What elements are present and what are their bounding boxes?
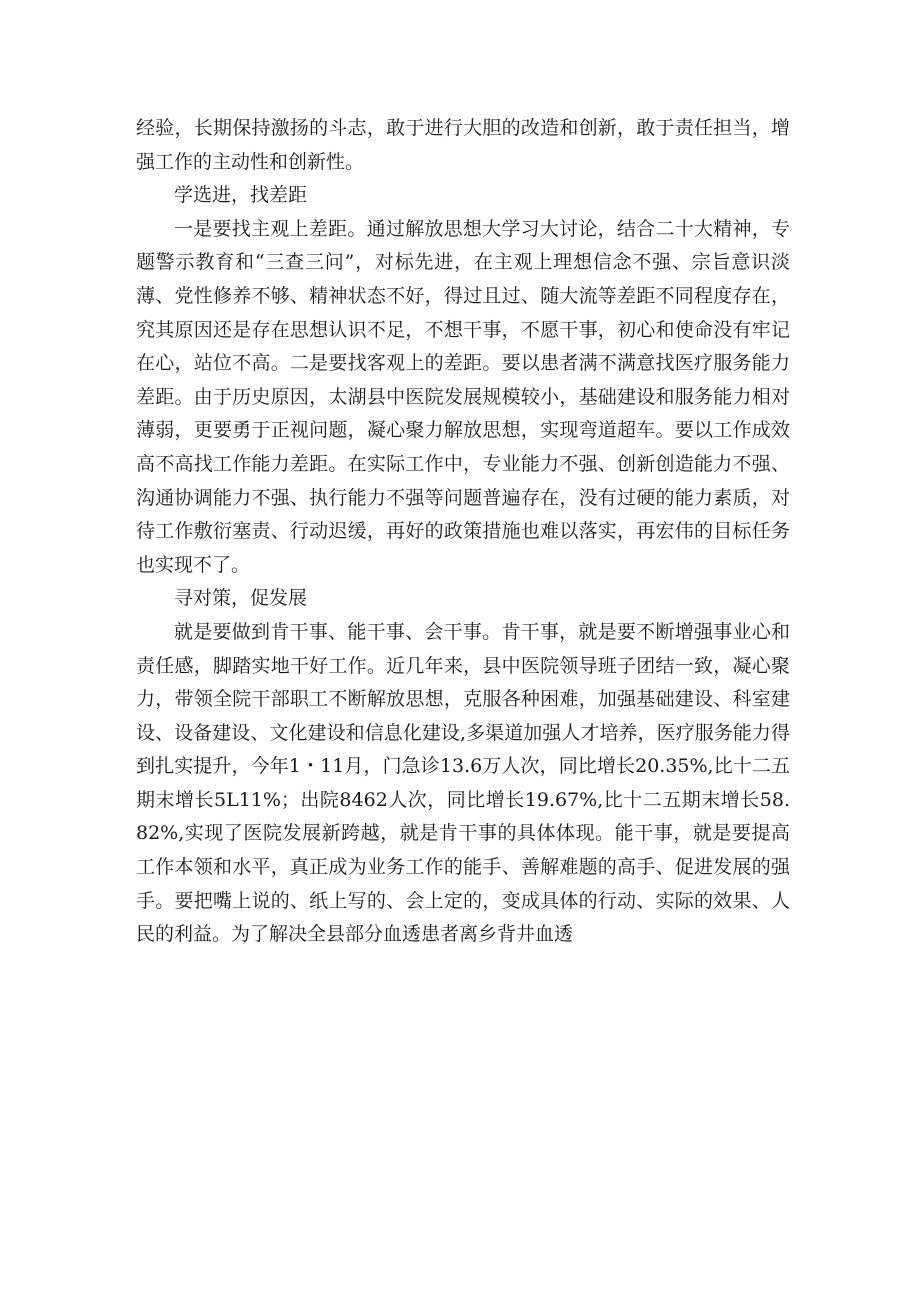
paragraph-continued: 经验，长期保持激扬的斗志，敢于进行大胆的改造和创新，敢于责任担当，增强工作的主动性和创新性。 <box>136 117 790 173</box>
document-body <box>136 112 790 952</box>
section-heading-countermeasures: 寻对策，促发展 <box>174 587 308 610</box>
paragraph-gaps: 一是要找主观上差距。通过解放思想大学习大讨论，结合二十大精神，专题警示教育和“三查三问”，对标先进，在主观上理想信念不强、宗旨意识淡薄、党性修养不够、精神状态不好，得过且过、随大流等差距不同程度存在，究其原因还是存在思想认识不足，不想干事，不愿干事，初心和使命没有牢记在心，站位不高。二是要找客观上的差距。要以患者满不满意找医疗服务能力差距。由于历史原因，太湖县中医院发展规模较小，基础建设和服务能力相对薄弱，更要勇于正视问题，凝心聚力解放思想，实现弯道超车。要以工作成效高不高找工作能力差距。在实际工作中，专业能力不强、创新创造能力不强、沟通协调能力不强、执行能力不强等问题普遍存在，没有过硬的能力素质，对待工作敷衍塞责、行动迟缓，再好的政策措施也难以落实，再宏伟的目标任务也实现不了。 <box>136 217 790 576</box>
paragraph-countermeasures: 就是要做到肯干事、能干事、会干事。肯干事，就是要不断增强事业心和责任感，脚踏实地干好工作。近几年来，县中医院领导班子团结一致，凝心聚力，带领全院干部职工不断解放思想，克服各种困难，加强基础建设、科室建设、设备建设、文化建设和信息化建设,多渠道加强人才培养，医疗服务能力得到扎实提升，今年1・11月，门急诊13.6万人次，同比增长20.35%,比十二五期末增长5L11%；出院8462人次，同比增长19.67%,比十二五期末增长58.82%,实现了医院发展新跨越，就是肯干事的具体体现。能干事，就是要提高工作本领和水平，真正成为业务工作的能手、善解难题的高手、促进发展的强手。要把嘴上说的、纸上写的、会上定的，变成具体的行动、实际的效果、人民的利益。为了解决全县部分血透患者离乡背井血透 <box>136 620 790 946</box>
section-heading-find-gaps: 学选进，找差距 <box>174 184 308 207</box>
